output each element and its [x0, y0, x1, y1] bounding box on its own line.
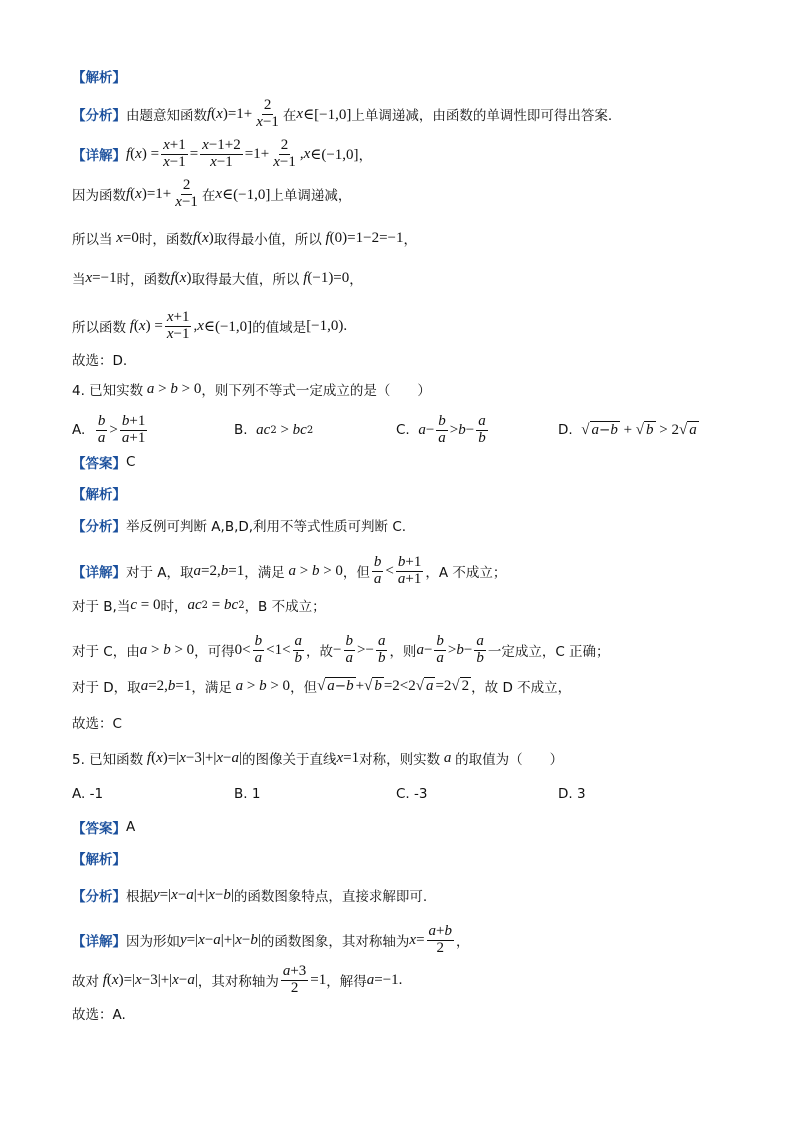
- q3-line3: 所以当 x =0 时，函数 f ( x ) 取得最小值，所以 f (0)=1−2=−1 ，: [72, 229, 417, 248]
- q4-answer: 【答案】 C: [72, 454, 136, 472]
- q3-line5: 所以函数 f ( x ) = $\frac{x+1}{x-1}$ , x ∈(−1,0] 的值域是 [−1,0) .: [72, 309, 348, 342]
- q3-analysis-heading: 【解析】: [72, 70, 126, 86]
- q3-detail-line: 【详解】 f ( x ) = $\frac{x+1}{x-1}$ = $\frac{x-1+2}{x-1}$ =1+ $\frac{2}{x-1}$ , x ∈(−1,0] ，: [72, 137, 373, 170]
- q5-option-c[interactable]: C. -3: [396, 786, 428, 802]
- q4-option-c[interactable]: C. a − $\frac{b}{a}$ > b − $\frac{a}{b}$: [396, 413, 486, 446]
- q5-fenxi: 【分析】 根据 y =| x − a |+| x − b | 的函数图象特点，直接求解即可.: [72, 886, 428, 905]
- q5-options: [72, 786, 732, 802]
- q4-choice: 故选：C: [72, 716, 122, 732]
- q4-stem: 4. 已知实数 a > b > 0 ，则下列不等式一定成立的是（ ）: [72, 380, 431, 399]
- q4-options: [72, 414, 732, 447]
- q5-option-b[interactable]: B. 1: [234, 786, 261, 802]
- q4-option-d[interactable]: D. √ a−b + √ b > 2√ a: [558, 421, 697, 439]
- q4-detail-c: 对于 C，由 a > b > 0 ，可得 0< $\frac{b}{a}$ <1< $\frac{a}{b}$ ，故 − $\frac{b}{a}$ >− $\frac{a}{b}$ ，则 a − $\frac{b}{a}$ > b − $\frac{a}{b}$ 一定成立，C 正确；: [72, 633, 610, 666]
- q3-fenxi-line: 【分析】 由题意知函数 f ( x )=1+ $\frac{2}{x-1}$ 在 x ∈[−1,0] 上单调递减，由函数的单调性即可得出答案.: [72, 97, 613, 130]
- q4-detail-d: 对于 D，取 a =2, b =1 ，满足 a > b > 0 ，但 √ a−b +√ b =2<2√ a =2√ 2 ，故 D 不成立，: [72, 677, 572, 696]
- q4-detail-b: 对于 B,当 c = 0 时， ac 2 = bc 2 ，B 不成立；: [72, 596, 326, 615]
- q5-analysis-heading: 【解析】: [72, 852, 126, 868]
- q3-line2: 因为函数 f ( x )=1+ $\frac{2}{x-1}$ 在 x ∈(−1,0] 上单调递减，: [72, 177, 352, 210]
- q3-line4: 当 x =−1 时，函数 f ( x ) 取得最大值，所以 f (−1)=0 ，: [72, 269, 363, 288]
- q5-choice: 故选：A.: [72, 1007, 126, 1023]
- q4-detail-a: 【详解】 对于 A，取 a =2, b =1 ，满足 a > b > 0 ，但 $\frac{b}{a}$ < $\frac{b+1}{a+1}$ ，A 不成立；: [72, 554, 507, 587]
- q4-analysis-heading: 【解析】: [72, 487, 126, 503]
- q5-detail-1: 【详解】 因为形如 y =| x − a |+| x − b | 的函数图象，其对称轴为 x = $\frac{a+b}{2}$ ，: [72, 923, 470, 956]
- q4-option-b[interactable]: B. ac 2 > bc 2: [234, 421, 314, 439]
- q4-fenxi: 【分析】 举反例可判断 A,B,D,利用不等式性质可判断 C.: [72, 519, 407, 535]
- q3-choice: 故选：D.: [72, 353, 128, 369]
- q4-option-a[interactable]: A. $\frac{b}{a}$ > $\frac{b+1}{a+1}$: [72, 413, 146, 446]
- q5-answer: 【答案】 A: [72, 819, 136, 837]
- q5-option-d[interactable]: D. 3: [558, 786, 586, 802]
- q5-option-a[interactable]: A. -1: [72, 786, 104, 802]
- q5-stem: 5. 已知函数 f ( x )=| x −3|+| x − a | 的图像关于直线 x =1 对称，则实数 a 的取值为（ ）: [72, 749, 564, 768]
- q5-detail-2: 故对 f ( x )=| x −3|+| x − a | ，其对称轴为 $\frac{a+3}{2}$ =1 ，解得 a =−1.: [72, 963, 403, 996]
